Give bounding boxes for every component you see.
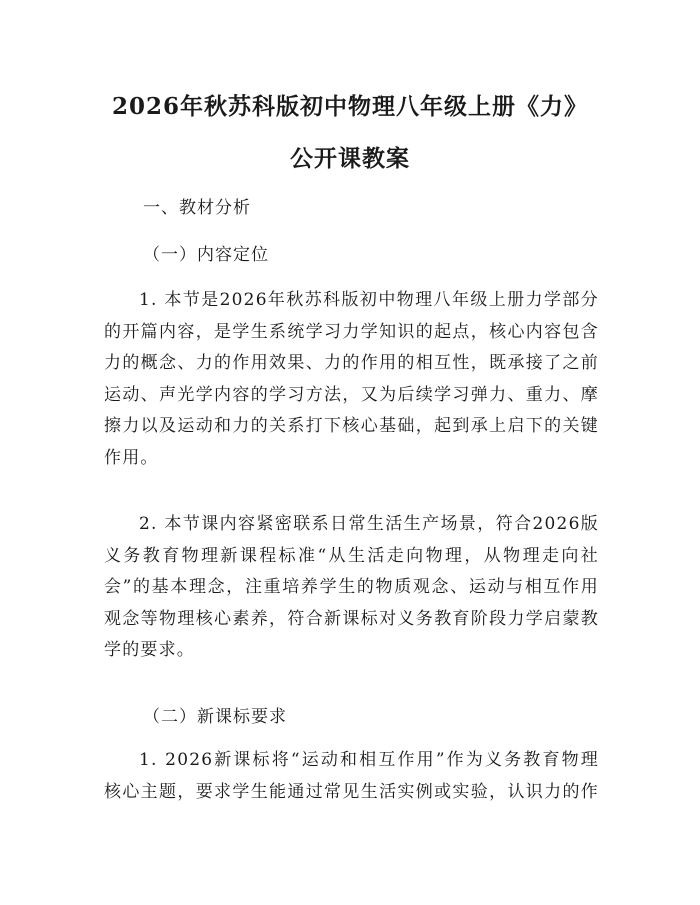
paragraph-2-line: 学的要求。 [104, 640, 195, 660]
paragraph-1-line: 擦力以及运动和力的关系打下核心基础，起到承上启下的关键 [104, 416, 599, 436]
paragraph-1 [104, 285, 599, 474]
paragraph-1-line: 1. 本节是2026年秋苏科版初中物理八年级上册力学部分 [139, 290, 599, 310]
document-title-line-2: 公开课教案 [290, 145, 410, 172]
paragraph-2-line: 会”的基本理念，注重培养学生的物质观念、运动与相互作用 [104, 577, 599, 597]
section-heading-textbook-analysis: 一、教材分析 [143, 198, 251, 218]
paragraph-1-line: 作用。 [104, 447, 159, 468]
paragraph-3-line: 核心主题，要求学生能通过常见生活实例或实验，认识力的作 [104, 781, 599, 802]
paragraph-2-line: 义务教育物理新课程标准“从生活走向物理，从物理走向社 [104, 545, 599, 566]
paragraph-2-line: 观念等物理核心素养，符合新课标对义务教育阶段力学启蒙教 [104, 608, 599, 629]
paragraph-2-line: 2. 本节课内容紧密联系日常生活生产场景，符合2026版 [139, 514, 599, 534]
paragraph-3-line: 1. 2026新课标将“运动和相互作用”作为义务教育物理 [139, 750, 599, 770]
subsection-heading-curriculum-requirements: （二）新课标要求 [143, 707, 287, 727]
paragraph-3 [104, 745, 599, 808]
subsection-heading-content-positioning: （一）内容定位 [143, 245, 269, 265]
document-title-line-1: 2026年秋苏科版初中物理八年级上册《力》 [111, 93, 588, 120]
paragraph-1-line: 力的概念、力的作用效果、力的作用的相互性，既承接了之前 [104, 353, 599, 373]
paragraph-2 [104, 509, 599, 667]
paragraph-1-line: 运动、声光学内容的学习方法，又为后续学习弹力、重力、摩 [104, 384, 599, 405]
paragraph-1-line: 的开篇内容，是学生系统学习力学知识的起点，核心内容包含 [104, 321, 599, 342]
